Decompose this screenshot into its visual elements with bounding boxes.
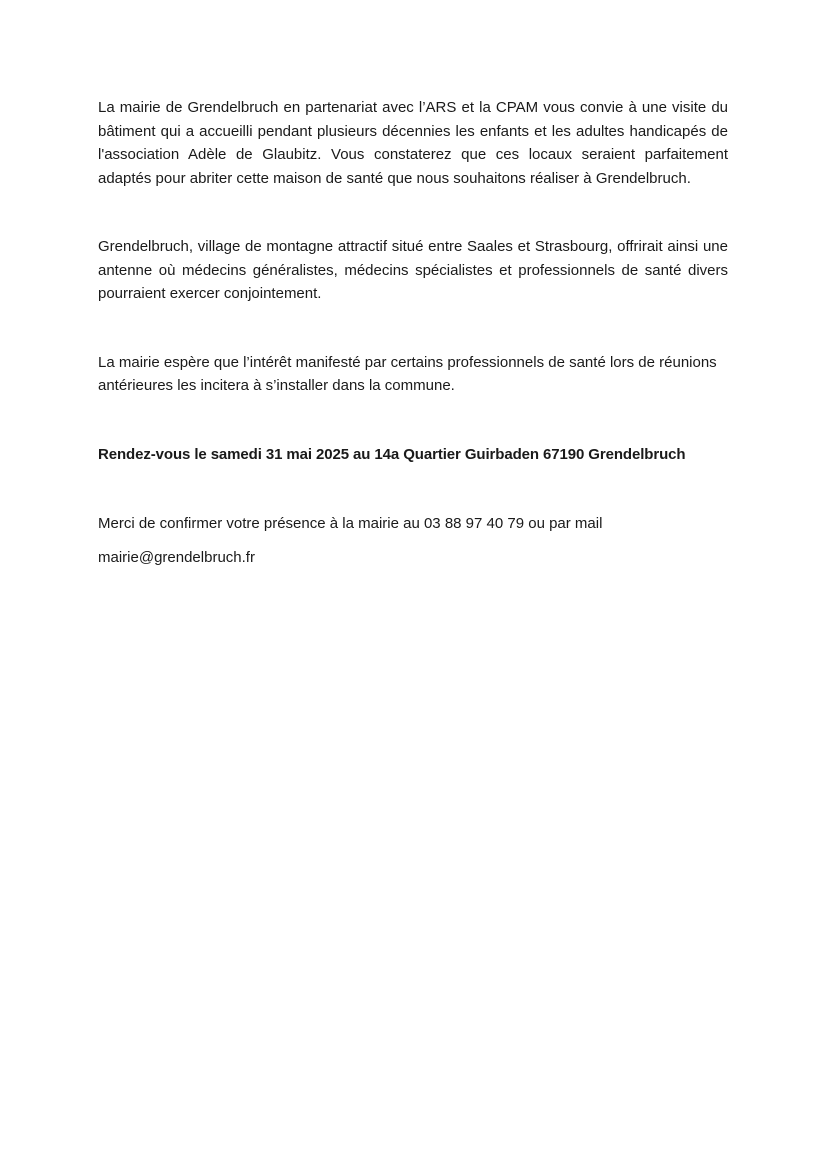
document-body: [98, 96, 728, 569]
confirmation-line: Merci de confirmer votre présence à la mairie au 03 88 97 40 79 ou par mail: [98, 515, 603, 532]
email-address: mairie@grendelbruch.fr: [98, 548, 255, 566]
hope-paragraph: La mairie espère que l’intérêt manifesté par certains professionnels de santé lors de réunions antérieures les incitera à s’installer dans la commune.: [98, 353, 717, 394]
rendezvous-line: Rendez-vous le samedi 31 mai 2025 au 14a Quartier Guirbaden 67190 Grendelbruch: [98, 445, 686, 463]
invitation-paragraph: La mairie de Grendelbruch en partenariat avec l’ARS et la CPAM vous convie à une visite du bâtiment qui a accueilli pendant plusieurs décennies les enfants et les adultes handicapés de l'association Adèle de Glaubitz. Vous constaterez que ces locaux seraient parfaitement adaptés pour abriter cette maison de santé que nous souhaitons réaliser à Grendelbruch.: [98, 99, 728, 187]
village-paragraph: Grendelbruch, village de montagne attractif situé entre Saales et Strasbourg, offrirait ainsi une antenne où médecins généralistes, médecins spécialistes et professionnels de santé divers pourraient exercer conjointement.: [98, 238, 728, 302]
